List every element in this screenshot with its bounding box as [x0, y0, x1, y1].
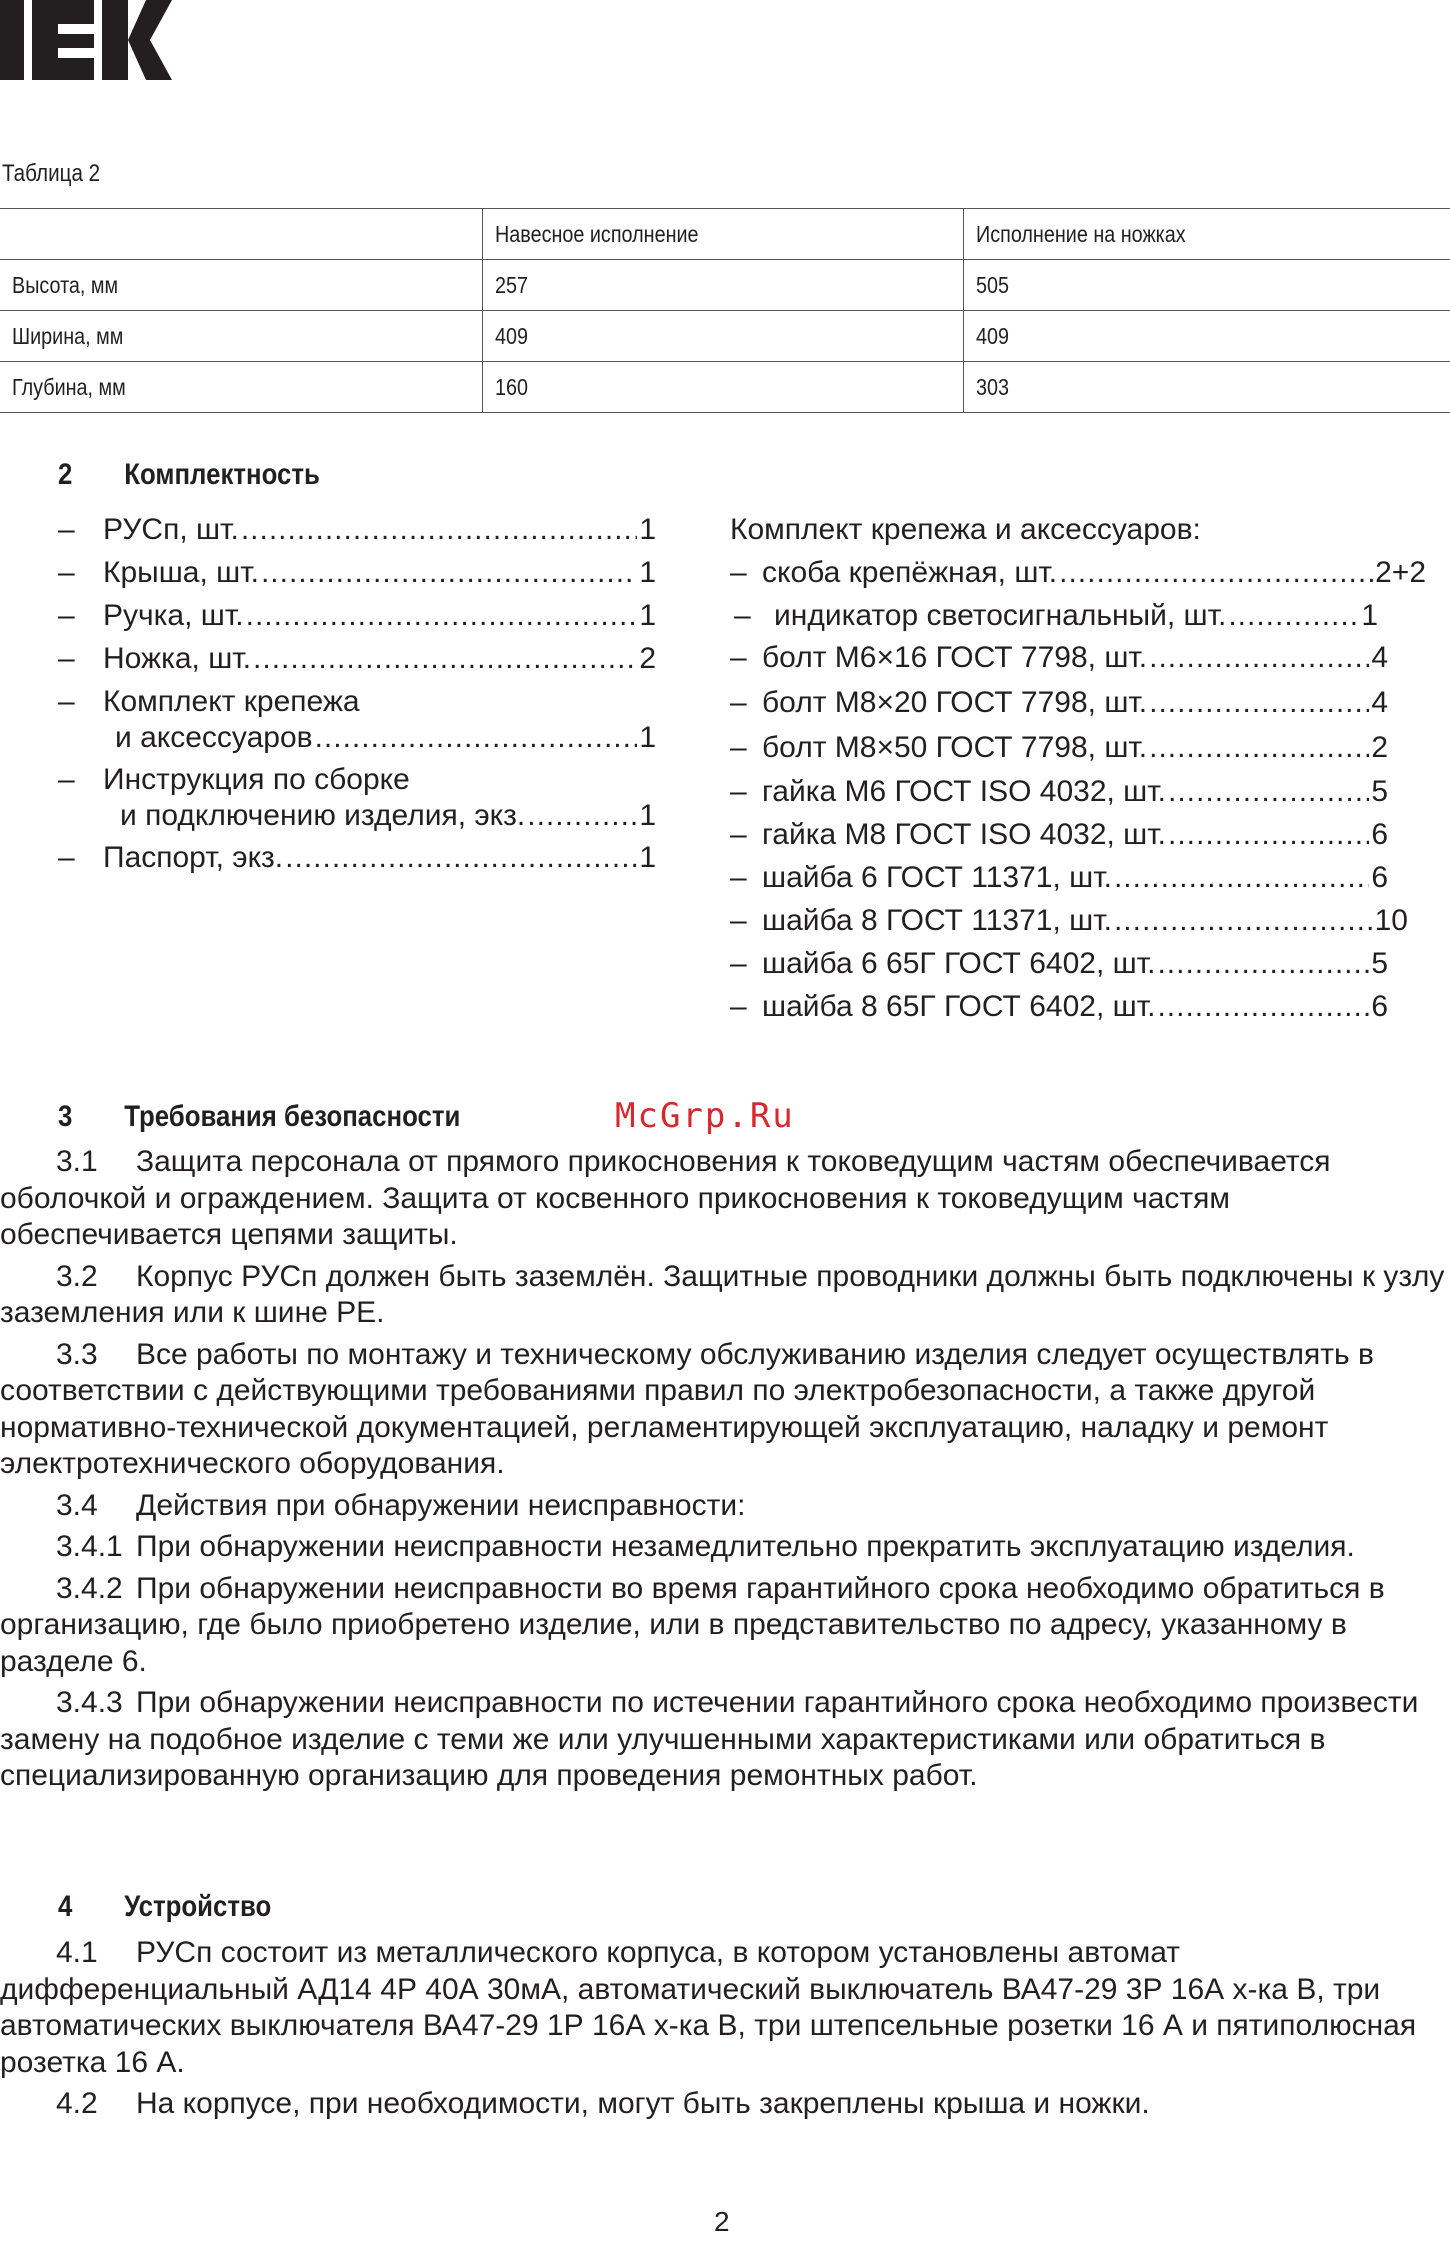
watermark: McGrp.Ru: [615, 1096, 795, 1136]
paragraph: 3.3 Все работы по монтажу и техническому обслуживанию изделия следует осуществлять в соответствии с действующими требованиями правил по электробезопасности, а также другой нормативно-технической документацией, регламентирующей эксплуатацию, наладку и ремонт электротехнического оборудования.: [0, 1337, 1374, 1480]
dimensions-table: [0, 208, 1450, 413]
table-row: [0, 362, 1450, 413]
table-cell: 409: [483, 311, 964, 362]
table-header-row: [0, 209, 1450, 260]
contents-right-list: [730, 508, 1426, 1028]
list-item: – болт М6×16 ГОСТ 7798, шт. ..... 4: [730, 635, 1426, 680]
section-3-heading: 3 Требования безопасности: [58, 1100, 461, 1133]
list-item: – Ручка, шт. ..... 1: [58, 594, 656, 637]
paragraph: 3.4 Действия при обнаружении неисправности:: [56, 1488, 746, 1522]
list-item: – Комплект крепежа: [58, 685, 360, 718]
paragraph: 3.4.2 При обнаружении неисправности во время гарантийного срока необходимо обратиться в организацию, где было приобретено изделие, или в представительство по адресу, указанному в разделе 6.: [0, 1571, 1385, 1678]
table-header-cell: Исполнение на ножках: [964, 209, 1450, 260]
section-4-body: [0, 1935, 1450, 2128]
list-item: – болт М8×20 ГОСТ 7798, шт. ..... 4: [730, 680, 1426, 725]
paragraph: 4.2 На корпусе, при необходимости, могут быть закреплены крыша и ножки.: [56, 2087, 1150, 2120]
table-cell: Глубина, мм: [0, 362, 483, 413]
table-cell: Ширина, мм: [0, 311, 483, 362]
section-2-heading: 2 Комплектность: [58, 458, 320, 491]
list-item: – РУСп, шт. ..... 1: [58, 508, 656, 551]
list-item: – болт М8×50 ГОСТ 7798, шт. ..... 2: [730, 725, 1426, 770]
table-cell: 257: [483, 260, 964, 311]
table-cell: 303: [964, 362, 1450, 413]
paragraph: 3.4.3 При обнаружении неисправности по истечении гарантийного срока необходимо произвести замену на подобное изделие с теми же или улучшенными характеристиками или обратиться в специализированную организацию для проведения ремонтных работ.: [0, 1686, 1419, 1792]
list-item-continuation: и аксессуаров ..... 1: [58, 720, 656, 756]
list-item: – индикатор светосигнальный, шт. ..... 1: [730, 594, 1426, 637]
list-item: – гайка М8 ГОСТ ISO 4032, шт. ..... 6: [730, 813, 1426, 856]
table-row: [0, 311, 1450, 362]
paragraph: 3.1 Защита персонала от прямого прикосновения к токоведущим частям обеспечивается оболочкой и ограждением. Защита от косвенного прикосновения к токоведущим частям обеспечивается цепями защиты.: [0, 1145, 1331, 1251]
paragraph: 3.4.1 При обнаружении неисправности незамедлительно прекратить эксплуатацию изделия.: [56, 1530, 1355, 1563]
list-item: – Крыша, шт. ..... 1: [58, 551, 656, 594]
table-cell: 160: [483, 362, 964, 413]
table-header-cell: Навесное исполнение: [483, 209, 964, 260]
list-item-continuation: и подключению изделия, экз. ..... 1: [58, 798, 656, 834]
list-item: – шайба 8 ГОСТ 11371, шт. ..... 10: [730, 899, 1426, 942]
list-item: – гайка М6 ГОСТ ISO 4032, шт. ..... 5: [730, 770, 1426, 813]
list-item: – Паспорт, экз. ..... 1: [58, 836, 656, 879]
contents-left-list: [58, 508, 656, 879]
page-number: 2: [714, 2206, 730, 2237]
list-item: – Инструкция по сборке: [58, 763, 410, 796]
section-4-heading: 4 Устройство: [58, 1890, 272, 1923]
table-caption: Таблица 2: [2, 160, 101, 187]
table-row: [0, 260, 1450, 311]
list-item: – шайба 8 65Г ГОСТ 6402, шт. ..... 6: [730, 985, 1426, 1028]
list-item: – шайба 6 65Г ГОСТ 6402, шт. ..... 5: [730, 942, 1426, 985]
table-cell: 409: [964, 311, 1450, 362]
paragraph: 4.1 РУСп состоит из металлического корпуса, в котором установлены автомат дифференциальный АД14 4Р 40А 30мА, автоматический выключатель ВА47-29 3Р 16А х-ка В, три автоматических выключателя ВА47-29 1Р 16А х-ка В, три штепсельные розетки 16 А и пятиполюсная розетка 16 А.: [0, 1936, 1417, 2079]
list-title: Комплект крепежа и аксессуаров:: [730, 513, 1201, 546]
list-item: – Ножка, шт. ..... 2: [58, 637, 656, 680]
paragraph: 3.2 Корпус РУСп должен быть заземлён. Защитные проводники должны быть подключены к узлу заземления или к шине PE.: [0, 1259, 1445, 1329]
section-3-body: [0, 1144, 1450, 1800]
table-cell: Высота, мм: [0, 260, 483, 311]
iek-logo: [0, 0, 172, 80]
table-cell: 505: [964, 260, 1450, 311]
list-item: – скоба крепёжная, шт. ..... 2+2: [730, 551, 1426, 594]
list-item: – шайба 6 ГОСТ 11371, шт. ..... 6: [730, 856, 1426, 899]
